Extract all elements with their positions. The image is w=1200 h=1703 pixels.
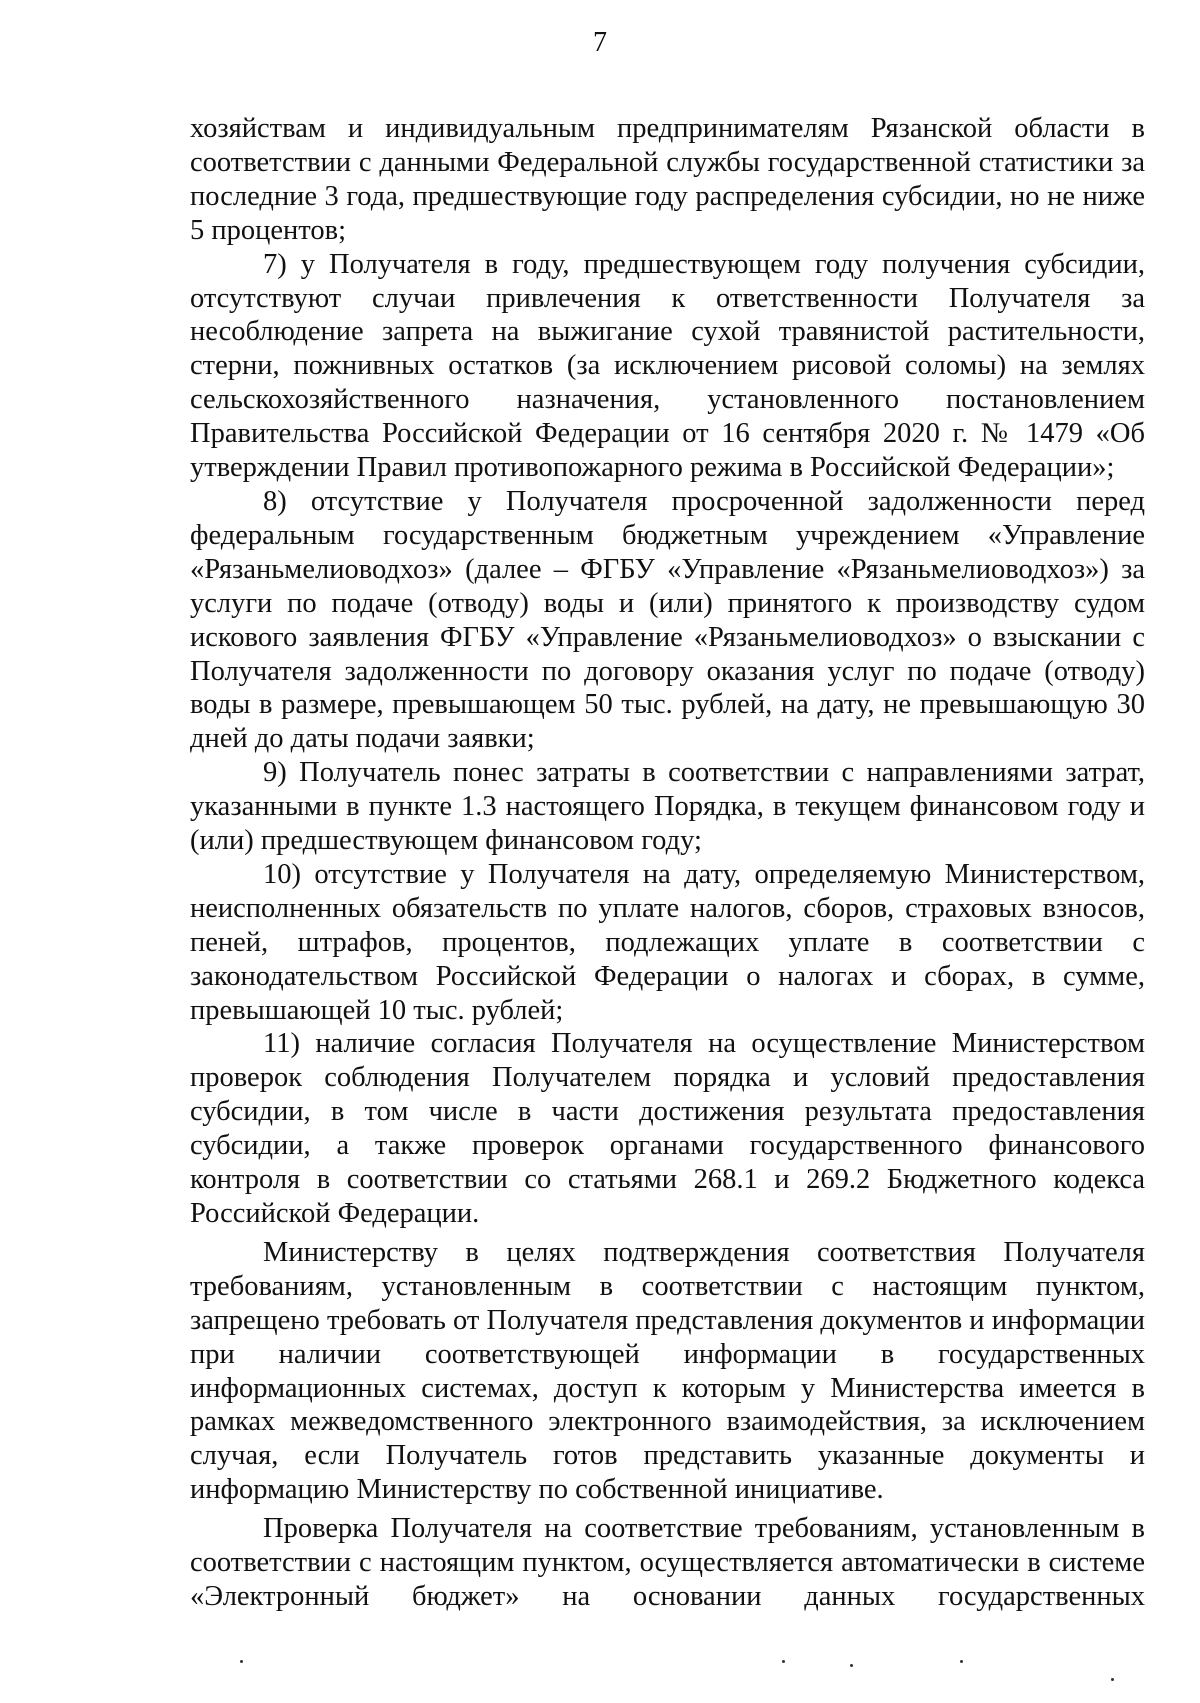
- document-body: [190, 112, 1145, 1614]
- paragraph-item-11: 11) наличие согласия Получателя на осуществление Министерством проверок соблюдения Получателем порядка и условий предоставления субсидии, в том числе в части достижения результата предоставления субсидии, а также проверок органами государственного финансового контроля в соответствии со статьями 268.1 и 269.2 Бюджетного кодекса Российской Федерации.: [190, 1028, 1145, 1229]
- paragraph-item-9: 9) Получатель понес затраты в соответствии с направлениями затрат, указанными в пункте 1.3 настоящего Порядка, в текущем финансовом году и (или) предшествующем финансовом году;: [190, 757, 1145, 857]
- scan-speck: [240, 1660, 243, 1663]
- paragraph-ministry: Министерству в целях подтверждения соответствия Получателя требованиям, установленным в соответствии с настоящим пунктом, запрещено требовать от Получателя представления документов и информации при наличии соответствующей информации в государственных информационных системах, доступ к которым у Министерства имеется в рамках межведомственного электронного взаимодействия, за исключением случая, если Получатель готов представить указанные документы и информацию Министерству по собственной инициативе.: [190, 1236, 1145, 1506]
- paragraph-intro: хозяйствам и индивидуальным предпринимателям Рязанской области в соответствии с данными Федеральной службы государственной статистики за последние 3 года, предшествующие году распределения субсидии, но не ниже 5 процентов;: [190, 113, 1145, 246]
- scan-speck: [1111, 1678, 1114, 1681]
- paragraph-item-7: 7) у Получателя в году, предшествующем году получения субсидии, отсутствуют случаи привлечения к ответственности Получателя за несоблюдение запрета на выжигание сухой травянистой растительности, стерни, пожнивных остатков (за исключением рисовой соломы) на землях сельскохозяйственного назначения, установленного постановлением Правительства Российской Федерации от 16 сентября 2020 г. № 1479 «Об утверждении Правил противопожарного режима в Российской Федерации»;: [190, 248, 1145, 484]
- paragraph-item-10: 10) отсутствие у Получателя на дату, определяемую Министерством, неисполненных обязательств по уплате налогов, сборов, страховых взносов, пеней, штрафов, процентов, подлежащих уплате в соответствии с законодательством Российской Федерации о налогах и сборах, в сумме, превышающей 10 тыс. рублей;: [190, 858, 1145, 1026]
- scan-speck: [782, 1660, 785, 1663]
- scan-speck: [960, 1660, 963, 1663]
- scan-speck: [850, 1664, 853, 1667]
- paragraph-item-8: 8) отсутствие у Получателя просроченной задолженности перед федеральным государственным бюджетным учреждением «Управление «Рязаньмелиоводхоз» (далее – ФГБУ «Управление «Рязаньмелиоводхоз») за услуги по подаче (отводу) воды и (или) принятого к производству судом искового заявления ФГБУ «Управление «Рязаньмелиоводхоз» о взыскании с Получателя задолженности по договору оказания услуг по подаче (отводу) воды в размере, превышающем 50 тыс. рублей, на дату, не превышающую 30 дней до даты подачи заявки;: [190, 485, 1145, 755]
- page-number: 7: [593, 27, 607, 58]
- paragraph-check: Проверка Получателя на соответствие требованиям, установленным в соответствии с настоящим пунктом, осуществляется автоматически в системе «Электронный бюджет» на основании данных государственных: [190, 1513, 1145, 1612]
